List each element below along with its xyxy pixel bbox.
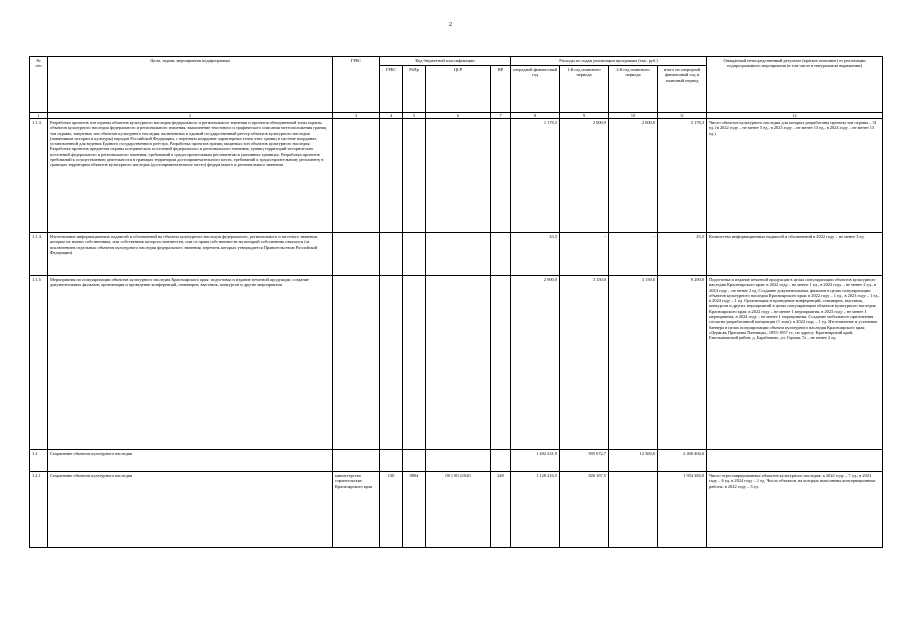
row-exp-2: 3 150,0 (609, 276, 658, 450)
header-exp-2: 2-й год планового периода (609, 66, 658, 113)
row-budget-grbs (380, 276, 403, 450)
row-grbs (333, 450, 380, 472)
header-budget-vr: ВР (491, 66, 511, 113)
row-budget-rzpr (403, 233, 426, 276)
column-number: 7 (491, 113, 511, 119)
row-result: Количество информационных надписей и обозначений в 2022 году – не менее 3 ед. (707, 233, 883, 276)
row-num: 1.1.5 (30, 276, 48, 450)
column-number: 3 (333, 113, 380, 119)
row-exp-1: 826 167,5 (560, 472, 609, 548)
row-exp-2: - (609, 233, 658, 276)
header-budget-code: Код бюджетной классификации (380, 57, 511, 66)
row-goal: Изготовление информационных надписей и обозначений на объекты культурного наследия федерального, регионального и местного значения, которые не имеют собственника, или собственник которого неизвестен, или от права собственности на который собственник отказался (за исключением отдельных объектов культурного наследия федерального значения, перечень которых утверждается Правительством Российской Федерации) (48, 233, 333, 276)
program-table (29, 56, 883, 548)
row-exp-current: 43,5 (511, 233, 560, 276)
table-row (30, 450, 883, 472)
row-num: 1.1.3. (30, 119, 48, 233)
header-budget-csr: ЦСР (426, 66, 491, 113)
column-number: 2 (48, 113, 333, 119)
table-row (30, 276, 883, 450)
row-exp-total: 2 400 404,6 (658, 450, 707, 472)
row-grbs: министерство строительства Красноярского края (333, 472, 380, 548)
column-number: 6 (426, 113, 491, 119)
row-exp-total: 43,5 (658, 233, 707, 276)
row-goal: Мероприятия по популяризации объектов культурного наследия Красноярского края: подготовка и издание печатной продукции, создание документальных фильмов, организация и проведение конференций, семинаров, выставок, конкурсов и другие мероприятия (48, 276, 333, 450)
column-number: 12 (707, 113, 883, 119)
row-num: 1.1.4. (30, 233, 48, 276)
column-number: 1 (30, 113, 48, 119)
row-exp-current: 1 482 231,9 (511, 450, 560, 472)
header-exp-1: 1-й год планового периода (560, 66, 609, 113)
row-budget-vr (491, 276, 511, 450)
row-goal: Сохранение объектов культурного наследия (48, 450, 333, 472)
row-budget-vr (491, 119, 511, 233)
header-num: № п/п (30, 57, 48, 113)
column-number: 8 (511, 113, 560, 119)
row-budget-grbs (380, 233, 403, 276)
row-exp-2: 12 500,0 (609, 450, 658, 472)
row-exp-total: 1 954 384,0 (658, 472, 707, 548)
column-number: 11 (658, 113, 707, 119)
row-result: Число объектов культурного наследия для которых разработаны проекты зон охраны – 31 ед. (в 2022 году – не менее 5 ед., в 2023 году – не менее 13 ед., в 2024 году – не менее 13 ед.) (707, 119, 883, 233)
header-exp-total: итого на очередной финансовый год и плановый период (658, 66, 707, 113)
row-budget-rzpr (403, 450, 426, 472)
page-number: 2 (449, 22, 452, 28)
table-row (30, 119, 883, 233)
row-exp-current: 1 178,3 (511, 119, 560, 233)
column-number: 5 (403, 113, 426, 119)
row-grbs (333, 276, 380, 450)
header-budget-grbs: ГРБС (380, 66, 403, 113)
row-budget-grbs: 130 (380, 472, 403, 548)
row-budget-rzpr: 0804 (403, 472, 426, 548)
column-number: 10 (609, 113, 658, 119)
row-budget-csr (426, 276, 491, 450)
row-exp-1: 2 000,0 (560, 119, 609, 233)
header-budget-rzpr: РзПр (403, 66, 426, 113)
row-budget-csr: 08 1 00 21620 (426, 472, 491, 548)
row-result: Подготовка и издание печатной продукции в целях популяризации объектов культурного наследия Красноярского края: в 2022 году – не менее 1 ед., в 2023 году – не менее 2 ед., в 2024 году – не менее 2 ед. Создание документальных фильмов в целях популяризации объектов культурного наследия Красноярского края: в 2022 году – 1 ед., в 2023 году – 1 ед., в 2024 году – 1 ед. Организация и проведение конференций, семинаров, выставок, конкурсов и других мероприятий в целях популяризации объектов культурного наследия Красноярского края: в 2022 году – не менее 1 мероприятия, в 2023 году – не менее 1 мероприятия, в 2024 году – не менее 1 мероприятия. Создание мобильного приложения согласно разработанной концепции (1 этап): в 2022 году – 1 ед. Изготовление и установка баннера в целях популяризации объекта культурного наследия Красноярского края: «Церковь Прасковы Пятницы», 1855-1857 гг., по адресу: Красноярский край, Емельяновский район, д. Барабаново, ул. Горная, 7а – не менее 2 ед. (707, 276, 883, 450)
column-number: 4 (380, 113, 403, 119)
row-budget-grbs (380, 119, 403, 233)
row-num: 1.2 (30, 450, 48, 472)
row-result (707, 450, 883, 472)
row-num: 1.2.1 (30, 472, 48, 548)
row-budget-vr (491, 233, 511, 276)
row-goal: Сохранение объектов культурного наследия (48, 472, 333, 548)
header-exp-current: очередной финансовый год (511, 66, 560, 113)
row-exp-1: 905 672,7 (560, 450, 609, 472)
row-budget-csr (426, 233, 491, 276)
header-grbs: ГРБС (333, 57, 380, 113)
table-row (30, 472, 883, 548)
row-exp-2: 2 000,0 (609, 119, 658, 233)
row-grbs (333, 119, 380, 233)
row-exp-total: 5 178,3 (658, 119, 707, 233)
row-budget-rzpr (403, 276, 426, 450)
row-budget-csr (426, 450, 491, 472)
row-goal: Разработка проектов зон охраны объектов культурного наследия федерального и регионального значения и проектов объединенной зоны охраны объектов культурного наследия федерального и регионального значения, выполнение текстового и графического описания местоположения границ зон охраны, защитных зон объектов культурного наследия, включенных в единый государственный реестр объектов культурного наследия (памятников истории и культуры) народов Российской Федерации, с перечнем координат характерных точек этих границ в системе координат, установленной для ведения Единого государственного реестра. Разработка проектов границ защитных зон объектов культурного наследия. Разработка проектов предметов охраны исторических поселений федерального и регионального значения, границ территорий исторических поселений федерального и регионального значения, требований к градостроительным регламентам в указанных границах. Разработка проектов требований к осуществлению деятельности в границах территории достопримечательного места, требований к градостроительному регламенту в границах территории объектов культурного наследия (достопримечательное место) федерального и регионального значения (48, 119, 333, 233)
row-exp-total: 9 200,0 (658, 276, 707, 450)
row-exp-current: 1 128 216,5 (511, 472, 560, 548)
row-exp-current: 2 900,0 (511, 276, 560, 450)
row-exp-1: 3 150,0 (560, 276, 609, 450)
row-result: Число отреставрированных объектов культурного наследия: в 2022 году – 7 ед.; в 2023 году – 6 ед. в 2024 году – 1 ед. Число объектов, на которых выполнены консервационные работы: в 2022 году – 3 ед. (707, 472, 883, 548)
row-budget-rzpr (403, 119, 426, 233)
header-goals: Цели, задачи, мероприятия подпрограммы (48, 57, 333, 113)
row-grbs (333, 233, 380, 276)
column-number: 9 (560, 113, 609, 119)
table-row (30, 233, 883, 276)
row-exp-2 (609, 472, 658, 548)
row-budget-vr: 240 (491, 472, 511, 548)
row-budget-vr (491, 450, 511, 472)
row-budget-csr (426, 119, 491, 233)
row-budget-grbs (380, 450, 403, 472)
header-result: Ожидаемый непосредственный результат (краткое описание) от реализации подпрограммного мероприятия (в том числе в натуральном выражении) (707, 57, 883, 113)
row-exp-1: - (560, 233, 609, 276)
header-expenses: Расходы по годам реализации программы (тыс. руб.) (511, 57, 707, 66)
